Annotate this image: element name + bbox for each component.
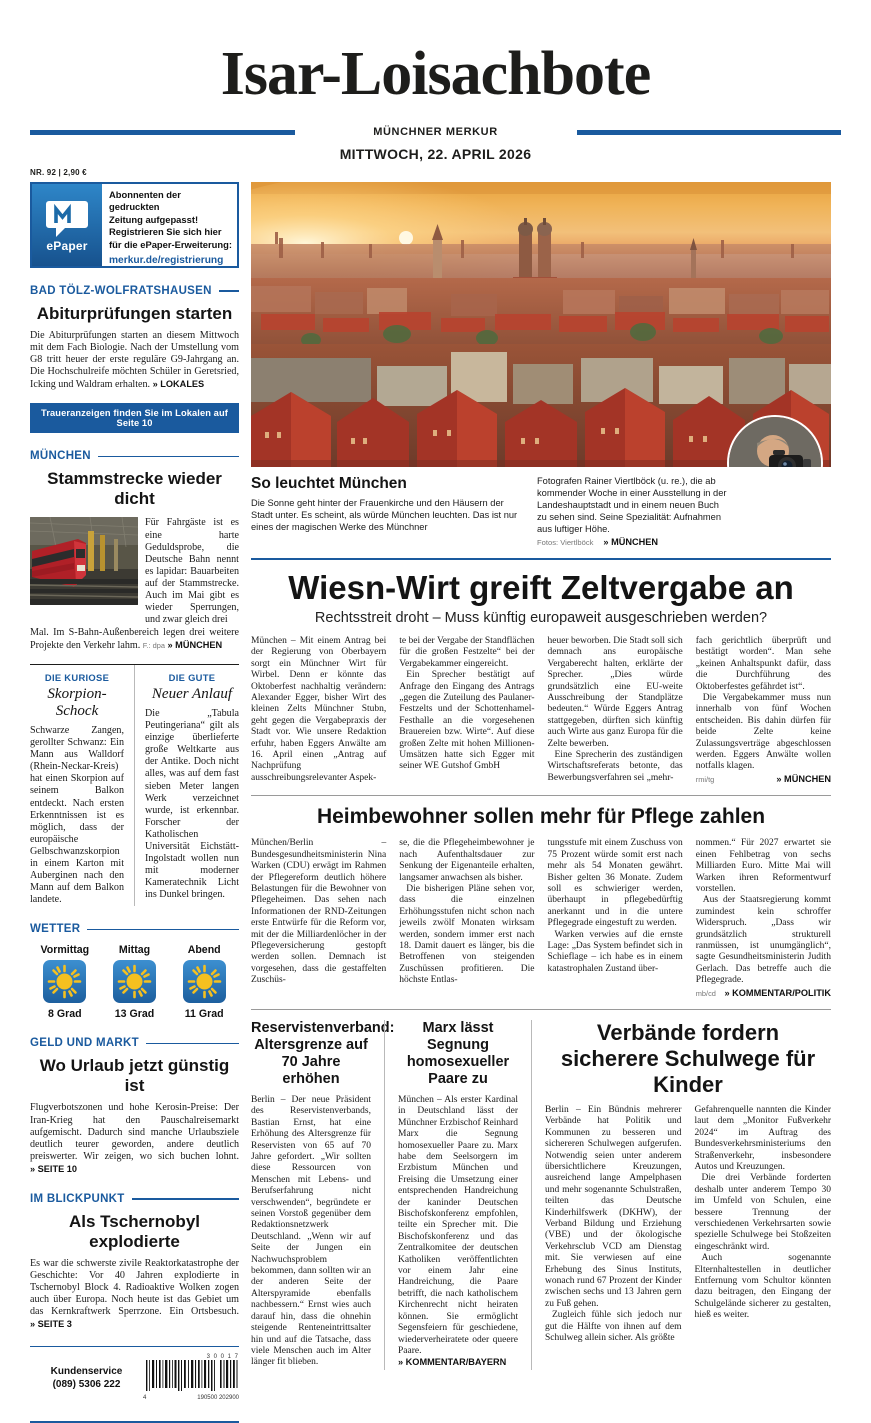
customer-service-text — [30, 1365, 143, 1391]
epaper-line-1: Abonnenten der gedruckten — [109, 189, 181, 213]
weather-widget — [30, 944, 239, 1020]
marx-section-ref[interactable]: » KOMMENTAR/BAYERN — [398, 1357, 507, 1368]
kicker-die-gute: DIE GUTE — [168, 672, 216, 683]
stammstrecke-body-after — [30, 627, 239, 652]
column-die-gute — [134, 665, 239, 906]
marx-body — [398, 1095, 518, 1370]
hero-caption-continued: Fotografen Rainer Viertlböck (u. re.), die ab kommender Woche in einer Ausstellung in der Landeshauptstadt und in einem neuen Buch zu sehen sind. Seine Spezialität: Aufnahmen aus luftiger Höhe. — [537, 476, 727, 534]
lead-article-subhead: Rechtsstreit droht – Muss künftig europaweit ausgeschrieben werden? — [314, 610, 768, 626]
pflege-col4-p1: nommen.“ Für 2027 erwartet sie einen Fehlbetrag von sechs Milliarden Euro. Mitte Mai will Warken ihren Reformentwurf vorstellen. — [695, 838, 831, 894]
lead-col3-p1: heuer beworben. Die Stadt soll sich demnach ans europäische Vergaberecht halten, erklärte der Sprecher. „Dies würde grundsätzlich eine EU-weite Ausschreibung der Standplätze bedeuten.“ Würde Eggers Antrag stattgegeben, dürften sich künftig auch Wirte aus ganz Europa für die Zelte bewerben. — [547, 636, 683, 749]
schulwege-col-1 — [545, 1105, 682, 1345]
marx-headline[interactable]: Marx lässt Segnung homosexueller Paare zu — [406, 1019, 510, 1087]
issue-date: MITTWOCH, 22. APRIL 2026 — [339, 146, 532, 162]
article-schulwege — [531, 1020, 831, 1370]
mini-columns — [30, 665, 239, 906]
epaper-line-4: für die ePaper-Erweiterung: — [109, 238, 232, 250]
kicker-muenchen — [30, 450, 239, 462]
pflege-col2-p2: Die bisherigen Pläne sehen vor, dass die einzelnen Erhöhungsstufen nicht schon nach jeweils zwölf Monaten wirksam werden, sondern immer erst nach 18. Damit dauert es länger, bis die Betroffenen von steigenden Zuschüssen profitieren. Die höchste Entlas- — [399, 883, 535, 986]
kicker-label: BAD TÖLZ-WOLFRATSHAUSEN — [30, 285, 212, 297]
blickpunkt-headline[interactable]: Als Tschernobyl explodierte — [69, 1211, 200, 1251]
stammstrecke-body-wrap: Für Fahrgäste ist es eine harte Geduldsprobe, die Deutsche Bahn nennt es lapidar: Bauarbeiten auf der Stammstrecke. Auch im Mai gibt es wieder Sperrungen, und zwar gleich drei — [145, 517, 239, 626]
masthead-rule-right — [577, 130, 842, 135]
pflege-col4-p2: Aus der Staatsregierung kommt zumindest kein schroffer Widerspruch. „Dass wir grundsätzlich strukturell ranmüssen, ist unumgänglich“, sagte Gesundheitsministerin Judith Gerlach. Das betreffe auch die Pflegegrade. — [695, 895, 831, 986]
kicker-geld-und-markt — [30, 1037, 239, 1049]
stammstrecke-headline[interactable]: Stammstrecke wieder dicht — [47, 469, 222, 509]
pflege-author: mb/cd — [695, 988, 716, 998]
schulwege-col2-p1: Gefahrenquelle nannten die Kinder laut dem „Monitor Fußverkehr 2024“ im Auftrag des Bundesverkehrsministeriums den Straßenverkehr, insbesondere Autos und Kreuzungen. — [694, 1104, 831, 1172]
abitur-headline[interactable]: Abiturprüfungen starten — [36, 304, 233, 323]
weather-temp: 11 Grad — [184, 1008, 224, 1021]
kicker-label: MÜNCHEN — [30, 450, 91, 463]
customer-service-phone[interactable]: (089) 5306 222 — [52, 1378, 121, 1390]
kicker-label: IM BLICKPUNKT — [30, 1192, 125, 1205]
blickpunkt-body — [30, 1258, 239, 1332]
article-marx — [384, 1020, 518, 1370]
lead-section-ref[interactable]: » MÜNCHEN — [776, 773, 831, 784]
main-content — [251, 182, 831, 1423]
lead-col4-p1: fach gerichtlich überprüft und bestätigt worden“. Man sehe „keinen Anhaltspunkt dafür, dass die Durchführung des Oktoberfestes gefährdet ist“. — [695, 636, 831, 692]
lead-col4-p2: Die Vergabekammer muss nun innerhalb von fünf Wochen entscheiden. Bis dahin dürfen für beide Zelte keine Zulassungsverträge abgeschlossen werden. Eggers Anwälte wollen notfalls klagen. — [695, 693, 831, 772]
barcode-main-digits: 190500 202900 — [197, 1395, 239, 1402]
kicker-rule — [132, 1198, 239, 1200]
kicker-rule — [98, 456, 239, 458]
reservisten-headline[interactable]: Reservistenverband: Altersgrenze auf 70 Jahre erhöhen — [251, 1019, 395, 1087]
lead-col-4 — [696, 636, 831, 785]
kuriose-body: Schwarze Zangen, gerollter Schwanz: Ein Mann aus Walldorf (Rhein-Neckar-Kreis) hat einen Skorpion auf seinem Balkon entdeckt. Nach ersten Erkenntnissen ist es möglich, dass der europäische Gelbschwanzskorpion in einem Karton mit Auberginen nach den Mann auf dem Balkon landete. — [30, 725, 124, 906]
pflege-col1-p1: München/Berlin – Bundesgesundheitsministerin Nina Warken (CDU) erwägt im Rahmen der Pflegereform deutlich höhere Belastungen für die Bewohner von Pflegeheimen. Das sehen nach Informationen der RND-Zeitungen erste Entwürfe für die Reform vor, mit der die Milliardenlöcher in der Pflegeversicherung gestopft werden sollen. Demnach ist vorgesehen, dass die gestaffelten Zuschüs- — [251, 838, 387, 986]
blickpunkt-ref[interactable]: » SEITE 3 — [30, 1319, 72, 1330]
schulwege-headline[interactable]: Verbände fordern sicherere Schulwege für Kinder — [560, 1019, 816, 1097]
issue-number-price: NR. 92 | 2,90 € — [30, 168, 87, 177]
pflege-col-1 — [251, 838, 386, 999]
pflege-col-3 — [548, 838, 683, 999]
masthead-center — [295, 126, 577, 139]
weather-time: Vormittag — [40, 944, 90, 957]
hero-photo-munich-sunset — [251, 182, 831, 467]
abitur-body — [30, 330, 239, 391]
article-reservisten — [251, 1019, 395, 1370]
weather-entry — [169, 944, 239, 1020]
masthead-rule-left — [30, 130, 295, 135]
abitur-body-text: Die Abiturprüfungen starten an diesem Mittwoch mit dem Fach Biologie. Nach der Umstellung vom G8 tritt heuer der erste reguläre G9-Jahrgang an. Die Hochschulreife möchten Schüler in Geretsried, Icking und Waldram erhalten. — [30, 330, 239, 391]
barcode-block — [143, 1354, 239, 1401]
weather-temp: 8 Grad — [48, 1008, 82, 1021]
gute-headline[interactable]: Neuer Anlauf — [151, 686, 233, 702]
kicker-im-blickpunkt — [30, 1193, 239, 1205]
page-grid — [30, 182, 841, 1423]
gute-body: Die „Tabula Peutingeriana“ gilt als einzige überlieferte große Weltkarte aus der Antike. Doch nicht alles, was auf dem fast sieben Meter langen Werk verzeichnet wurde, ist erkennbar. Forscher der Katholischen Universität Eichstätt-Ingolstadt wollen nun mit moderner Kameratechnik Licht ins Dunkel bringen. — [145, 708, 239, 901]
epaper-text-block — [102, 184, 237, 266]
sidebar — [30, 182, 251, 1423]
kicker-rule — [219, 290, 239, 292]
lead-col-3 — [548, 636, 683, 785]
pflege-col3-p1: tungsstufe mit einem Zuschuss von 75 Prozent würde somit erst nach mehr als 54 Monaten gewährt. Bisher gelten 36 Monate. Zudem soll es schwieriger werden, überhaupt in pflegebedürftig anerkannt und in die untere Pflegegrade eingestuft zu werden. — [547, 838, 683, 929]
schulwege-col1-p1: Berlin – Ein Bündnis mehrerer Verbände hat Politik und Kommunen zu besseren und sichereren Schulwegen aufgerufen. Notwendig seien unter anderem übersichtlichere Kreuzungen, ausreichend lange Ampelphasen und mehr sogenannte Schulstraßen, teilten das Deutsche Kinderhilfswerk (DKHW), der Verband Bildung und Erziehung (VBE) und der ökologische Verkehrsclub VCD am Dienstag mit. Sie verwiesen auf eine Erhebung des Sinus Instituts, wonach rund 67 Prozent der Kinder zwischen sechs und 13 Jahren gern zu Fuß gehen. — [545, 1104, 682, 1309]
schulwege-columns — [545, 1105, 831, 1345]
column-die-kuriose — [30, 665, 124, 906]
rule-under-caption — [251, 558, 831, 560]
hero-caption-block — [251, 475, 831, 549]
masthead — [30, 0, 841, 162]
pflege-article-headline[interactable]: Heimbewohner sollen mehr für Pflege zahlen — [316, 805, 766, 829]
sun-icon — [113, 960, 156, 1003]
hero-caption-meta — [537, 536, 731, 549]
pflege-end-ref — [696, 988, 831, 999]
rule-above-pflege — [251, 795, 831, 796]
kicker-die-kuriose: DIE KURIOSE — [44, 672, 110, 683]
hero-caption-text: Die Sonne geht hinter der Frauenkirche und den Häusern der Stadt unter. Es scheint, als würde München leuchten. Das ist nur eines der magischen Werke des Münchner — [251, 498, 518, 532]
weather-entry — [30, 944, 100, 1020]
service-rule-bottom — [30, 1421, 239, 1423]
weather-time: Mittag — [118, 944, 151, 957]
stammstrecke-body-after-text: Mal. Im S-Bahn-Außenbereich legen drei weitere Projekte den Verkehr lahm. — [30, 627, 239, 652]
stammstrecke-block — [30, 517, 239, 626]
hero-caption-right — [537, 475, 731, 549]
hero-photo-credit: Fotos: Viertlböck — [537, 538, 594, 547]
customer-service-block — [30, 1347, 239, 1407]
epaper-registration-link[interactable]: merkur.de/registrierung — [109, 255, 224, 267]
kuriose-headline[interactable]: Skorpion-Schock — [47, 686, 107, 719]
kicker-wetter — [30, 923, 239, 935]
schulwege-col2-p2: Die drei Verbände forderten deshalb unter anderem Tempo 30 im Umfeld von Schulen, eine bessere Trennung der verschiedenen Verkehrsarten sowie spezielle Schulwege bei Stoßzeiten eingeschränkt wird. — [694, 1173, 831, 1252]
barcode-addon-number: 3 0 0 1 7 — [206, 1354, 239, 1361]
obituary-banner[interactable]: Traueranzeigen finden Sie im Lokalen auf Seite 10 — [30, 403, 239, 433]
weather-time: Abend — [187, 944, 221, 957]
lead-author: rmi/tg — [695, 774, 715, 784]
geld-headline[interactable]: Wo Urlaub jetzt günstig ist — [39, 1056, 230, 1096]
kicker-label: GELD UND MARKT — [30, 1037, 139, 1050]
hero-caption-title: So leuchtet München — [251, 475, 407, 492]
train-photo — [30, 517, 138, 605]
sun-icon — [183, 960, 226, 1003]
hero-caption-left — [251, 475, 519, 549]
pflege-col3-p2: Warken verwies auf die ernste Lage: „Das System befindet sich in Schieflage – ich habe es in einem katastrophalen Zustand über- — [547, 929, 683, 974]
abitur-ref[interactable]: » LOKALES — [152, 379, 205, 390]
lead-col3-p2: Eine Sprecherin des zuständigen Wirtschaftsreferats betonte, das Bewerbungsverfahren sei „mehr- — [547, 750, 683, 783]
epaper-line-3: Registrieren Sie sich hier — [109, 226, 222, 238]
hero-section-ref[interactable]: » MÜNCHEN — [603, 537, 659, 547]
kicker-rule — [87, 929, 239, 931]
stammstrecke-ref[interactable]: » MÜNCHEN — [167, 640, 223, 651]
pflege-article-columns — [251, 838, 831, 999]
lead-article-columns — [251, 636, 831, 785]
reservisten-body — [251, 1095, 371, 1369]
geld-body — [30, 1102, 239, 1176]
kicker-bad-toelz — [30, 285, 239, 297]
publisher-brand: MÜNCHNER MERKUR — [373, 126, 498, 138]
pflege-section-ref[interactable]: » KOMMENTAR/POLITIK — [724, 987, 831, 998]
customer-service-label: Kundenservice — [50, 1365, 123, 1377]
lead-col2-p1: te bei der Vergabe der Standflächen für die großen Festzelte“ bei der Vergabekammer eingereicht. — [399, 636, 535, 669]
sun-icon — [43, 960, 86, 1003]
epaper-logo — [32, 184, 102, 266]
lead-col1-p1: München – Mit einem Antrag bei der Regierung von Oberbayern sorgt ein Münchner Wirt für Wirbel. Denn er könnte das Oktoberfest nachhaltig verändern: Alexander Egger, bisher Wirt des kleinen Zelts Münchner Stubn, geht gegen die Vergabepraxis der Stadt vor. Wie unsere Redaktion erfuhr, haben Eggers Anwälte am 16. April einen „Antrag auf Nachprüfung ausschreibungsrelevanter Aspek- — [251, 636, 387, 783]
lead-col-1 — [251, 636, 386, 785]
marx-body-p1 — [398, 1095, 518, 1370]
bottom-articles — [251, 1020, 831, 1370]
kicker-rule — [146, 1043, 239, 1045]
barcode-icon — [143, 1360, 239, 1394]
pflege-col-2 — [399, 838, 534, 999]
barcode-numbers — [143, 1395, 239, 1401]
schulwege-col1-p2: Zugleich fühle sich jedoch nur gut die Hälfte von ihnen auf dem Schulweg allein sicher. Als größte — [545, 1310, 682, 1344]
schulwege-col2-p3: Auch sogenannte Elternhaltestellen in deutlicher Entfernung vom Schultor könnten dazu beitragen, den Eingang der Schulgelände sicherer zu gestalten, hieß es weiter. — [694, 1253, 831, 1321]
geld-ref[interactable]: » SEITE 10 — [30, 1163, 77, 1174]
epaper-logo-label: ePaper — [46, 238, 88, 253]
masthead-rule — [30, 126, 841, 139]
newspaper-title: Isar-Loisachbote — [220, 40, 651, 108]
marx-body-text: München – Als erster Kardinal in Deutschland lässt der Münchner Erzbischof Reinhard Marx die Segnung homosexueller Paare zu. Marx habe dem Seelsorgern im Erzbistum München und Freising die Umsetzung einer entsprechenden Handreichung der kaninder Deutschen Bischofskonferenz empfohlen, teilte ein Sprecher mit. Die Bischofskonferenz und das Zentralkomitee der deutschen Katholiken veröffentlichten vor einem Jahr eine Handreichung, die Paare betrifft, die nach katholischem Kirchenrecht nicht heiraten können. Sie ermöglicht Segensfeiern für geschiedene, wiederverheiratete oder queere Paare. — [398, 1094, 518, 1356]
lead-end-ref — [696, 774, 831, 785]
blickpunkt-body-text: Es war die schwerste zivile Reaktorkatastrophe der Geschichte: Vor 40 Jahren explodierte in Tschernobyl Block 4. Radioaktive Wolken zogen auch über Europa. Noch heute ist das Gebiet um das Kernkraftwerk Sperrzone. Ein Ortsbesuch. — [30, 1257, 239, 1318]
pflege-col2-p1: se, die die Pflegeheimbewohner je nach Aufenthaltsdauer zur Senkung der Eigenanteile erhalten, langsamer anwachsen als bisher. — [399, 838, 535, 883]
speech-bubble-m-icon — [45, 198, 89, 238]
pflege-col-4 — [696, 838, 831, 999]
weather-entry — [100, 944, 170, 1020]
reservisten-body-p1: Berlin – Der neue Präsident des Reservistenverbands, Bastian Ernst, hat eine Erhöhung des Altersgrenze für Reservisten von 65 auf 70 Jahre gefordert. „Wir sollten diese Ressourcen von Menschen mit Lebens- und Berufserfahrung nicht verschwenden“, begründete er seinen Vorstoß gegenüber dem Redaktionsnetzwerk Deutschland. „Wenn wir auf Seite der Jungen ein Nachwuchsproblem bekommen, dann sollten wir an der anderen Seite der Alterspyramide ebenfalls nachbessern.“ Ernst wies auch darauf hin, dass die ohnehin steigende Renteneintrittsalter hin und auf die Tatsache, dass viele Menschen auch im Alter länger fit blieben. — [251, 1094, 371, 1368]
epaper-promo-box[interactable] — [30, 182, 239, 268]
epaper-line-2: Zeitung aufgepasst! — [109, 213, 199, 225]
lead-article-headline[interactable]: Wiesn-Wirt greift Zeltvergabe an — [288, 569, 794, 606]
lead-col-2 — [399, 636, 534, 785]
lead-col2-p2: Ein Sprecher bestätigt auf Anfrage den Eingang des Antrags „gegen die Zuteilung des Paulaner-Festzelts und der Schottenhamel-Festhalle an die vorgesehenen Brauereien bzw. Wirte“. Auf diese großen Zelte mit hohen Millionen-Umsätzen hatte sich Egger mit seiner WE Gutshof GmbH — [399, 670, 535, 772]
weather-temp: 13 Grad — [114, 1008, 155, 1021]
stammstrecke-photo-credit: F.: dpa — [142, 641, 165, 651]
schulwege-col-2 — [695, 1105, 832, 1345]
kicker-label: WETTER — [30, 923, 81, 936]
geld-body-text: Flugverbotszonen und hohe Kerosin-Preise: Der Iran-Krieg hat den Pauschalreisemarkt aufgemischt. Dadurch sind manche Urlaubsziele deutlich teurer geworden, andere deutlich preiswerter. Wir zeigen, wo sich buchen lohnt. — [30, 1102, 239, 1162]
rule-above-bottom-articles — [251, 1009, 831, 1010]
barcode-left-digit: 4 — [143, 1395, 147, 1402]
